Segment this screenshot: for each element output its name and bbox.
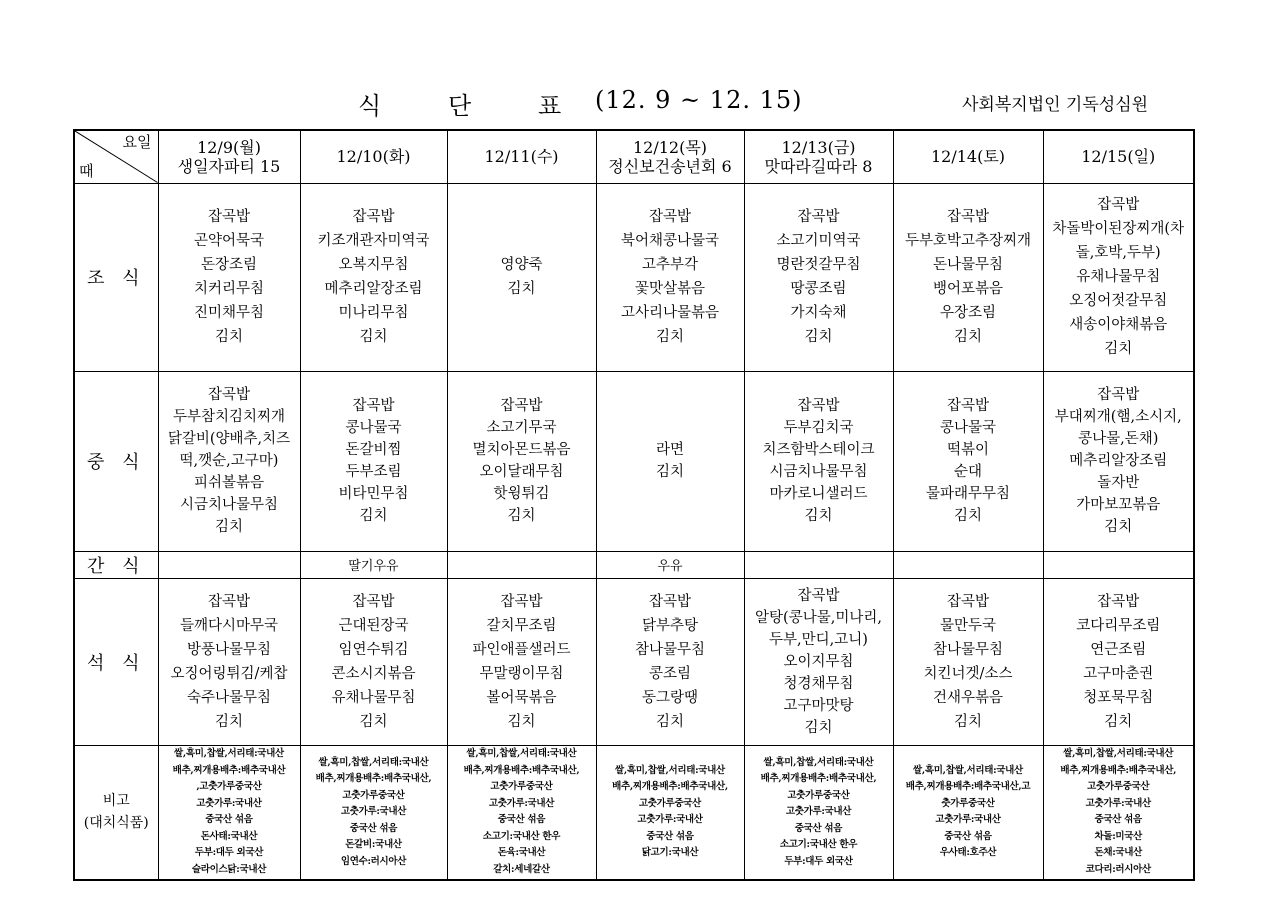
menu-cell [447, 183, 596, 371]
menu-item: 소고기무국 [486, 420, 557, 436]
menu-item: 김치 [214, 329, 243, 345]
day-event: 정신보건송년회 6 [608, 156, 732, 176]
menu-item: 잡곡밥 [352, 209, 395, 225]
title-char: 표 [538, 92, 563, 120]
menu-item: 유채나물무침 [1076, 269, 1161, 285]
menu-item: 김치 [1104, 519, 1133, 535]
menu-item: 소고기미역국 [776, 233, 861, 249]
day-date: 12/15(일) [1081, 147, 1156, 167]
menu-item: 고사리나물볶음 [620, 305, 720, 321]
menu-item: 코다리무조림 [1076, 617, 1161, 634]
notes-label-line: (대치식품) [83, 815, 149, 832]
menu-item: 김치 [507, 508, 536, 524]
day-header [158, 130, 300, 183]
day-event: 맛따라길따라 8 [764, 156, 873, 176]
menu-item: 땅콩조림 [790, 281, 847, 297]
menu-item: 물파래무무침 [925, 486, 1011, 502]
menu-item: 참나물무침 [634, 641, 706, 658]
menu-item: 뱅어포볶음 [932, 281, 1004, 297]
menu-item: 닭부추탕 [641, 617, 699, 634]
menu-item: 떡볶이 [946, 442, 990, 458]
menu-item: 청포묵무침 [1083, 689, 1154, 706]
day-event: 생일자파티 15 [177, 156, 281, 176]
menu-cell [596, 371, 744, 551]
menu-item: 고춧가루:국내산 [340, 806, 407, 817]
menu-item: 중국산 섞음 [349, 822, 398, 834]
menu-item: 소고기:국내산 한우 [779, 839, 858, 850]
menu-cell [744, 371, 893, 551]
menu-item: 북어채콩나물국 [620, 233, 720, 249]
menu-item: 잡곡밥 [797, 398, 840, 414]
menu-item: 고춧가루중국산 [342, 789, 405, 801]
day-header [893, 130, 1043, 183]
notes-label [74, 745, 158, 880]
menu-item: 슬라이스닭:국내산 [191, 863, 267, 875]
menu-item: 김치 [507, 281, 536, 297]
menu-item: 김치 [655, 713, 684, 730]
menu-item: 돈나물무침 [932, 257, 1004, 273]
menu-item: 돈사태:국내산 [200, 830, 258, 842]
menu-item: 알탕(콩나물,미나리, [755, 609, 882, 626]
menu-item: 고춧가루:국내산 [637, 814, 703, 826]
menu-item: 꽃맛살볶음 [634, 281, 706, 297]
menu-item: 돈갈비:국내산 [345, 839, 402, 850]
menu-item: 배추,찌개용배추:배추국내산, [760, 773, 877, 784]
menu-item: 고구마맛탕 [783, 697, 854, 714]
menu-item: 김치 [214, 519, 243, 535]
menu-item: 김치 [359, 713, 388, 730]
menu-item: 파인애플샐러드 [472, 641, 571, 658]
menu-cell [447, 578, 596, 745]
snack-cell [744, 551, 893, 578]
menu-cell [1043, 371, 1194, 551]
menu-item: 김치 [1104, 713, 1133, 730]
menu-cell [158, 578, 300, 745]
menu-item: 잡곡밥 [946, 593, 990, 610]
menu-item: 김치 [655, 329, 684, 345]
menu-item: 떡,깻순,고구마) [179, 453, 279, 469]
menu-item: 연근조림 [1090, 641, 1147, 658]
menu-item: 고춧가루:국내산 [1085, 797, 1151, 809]
menu-item: 치커리무침 [193, 281, 265, 297]
menu-item: 오징어링튀김/케찹 [170, 665, 288, 682]
meal-label-breakfast: 조 식 [74, 183, 158, 371]
menu-item: 마카로니샐러드 [769, 486, 868, 502]
day-header [1043, 130, 1194, 183]
menu-item: 쌀,흑미,찹쌀,서리태:국내산 [174, 748, 284, 760]
snack-cell: 우유 [596, 551, 744, 578]
menu-item: 잡곡밥 [1097, 593, 1140, 610]
menu-item: 참나물무침 [932, 641, 1004, 658]
menu-item: 돌자반 [1097, 475, 1140, 491]
notes-label-line: 비고 [102, 793, 130, 810]
menu-item: 곤약어묵국 [193, 233, 265, 249]
menu-item: 잡곡밥 [946, 398, 990, 414]
menu-item: 고춧가루:국내산 [935, 814, 1001, 826]
origin-note-cell [1043, 745, 1194, 880]
menu-item: 중국산 섞음 [205, 814, 253, 826]
menu-item: 김치 [359, 508, 388, 524]
menu-item: 라면 [655, 442, 684, 458]
menu-item: 피쉬볼볶음 [193, 475, 265, 491]
menu-item: 춧가루중국산 [941, 797, 995, 809]
title-char: 식 [358, 92, 383, 120]
menu-item: 돈육:국내산 [497, 847, 546, 859]
menu-item: 진미채무침 [193, 305, 265, 321]
menu-item: 쌀,흑미,찹쌀,서리태:국내산 [1063, 748, 1174, 760]
menu-item: 임연수:러시아산 [340, 855, 407, 867]
day-date: 12/10(화) [336, 147, 411, 167]
menu-item: 잡곡밥 [1097, 387, 1140, 403]
menu-item: 영양죽 [500, 257, 543, 273]
dinner-row [74, 578, 1194, 745]
menu-item: 고춧가루:국내산 [785, 806, 852, 817]
menu-item: 김치 [953, 508, 982, 524]
menu-item: 쌀,흑미,찹쌀,서리태:국내산 [615, 764, 725, 776]
origin-note-cell [447, 745, 596, 880]
menu-item: 중국산 섞음 [646, 830, 694, 842]
meal-label-lunch: 중 식 [74, 371, 158, 551]
menu-item: 소고기:국내산 한우 [482, 830, 561, 842]
menu-item: 고춧가루중국산 [490, 781, 553, 793]
page-title [340, 86, 860, 120]
menu-item: 김치 [804, 719, 833, 736]
meal-label-snack: 간 식 [74, 551, 158, 578]
menu-item: 명란젓갈무침 [776, 257, 861, 273]
menu-item: 메추리알장조림 [1069, 453, 1168, 469]
menu-item: 두부,만디,고니) [769, 631, 868, 648]
menu-cell [300, 371, 447, 551]
menu-item: 우사태:호주산 [939, 847, 997, 859]
menu-item: 배추,찌개용배추:배추국내산, [315, 773, 432, 784]
menu-item: 멸치아몬드볶음 [472, 442, 571, 458]
menu-item: 시금치나물무침 [769, 464, 868, 480]
menu-item: 잡곡밥 [207, 593, 251, 610]
organization-name: 사회복지법인 기독성심원 [962, 95, 1149, 115]
menu-item: 고추부각 [641, 257, 699, 273]
menu-item: 잡곡밥 [352, 593, 395, 610]
menu-item: 순대 [953, 464, 982, 480]
menu-item: 닭고기:국내산 [641, 847, 699, 859]
menu-item: 돈장조림 [200, 257, 258, 273]
menu-item: 김치 [655, 464, 684, 480]
menu-item: 핫윙튀김 [493, 486, 550, 502]
menu-item: 고구마춘권 [1083, 665, 1154, 682]
header-row [74, 130, 1194, 183]
menu-cell [158, 183, 300, 371]
menu-item: 갈치무조림 [486, 617, 557, 634]
menu-item: 고춧가루중국산 [1087, 781, 1150, 793]
origin-note-cell [300, 745, 447, 880]
corner-cell [74, 130, 158, 183]
menu-item: 두부김치국 [783, 420, 854, 436]
notes-row [74, 745, 1194, 880]
menu-item: 차돌박이된장찌개(차 [1052, 221, 1185, 237]
corner-label-meal: 때 [79, 161, 94, 180]
menu-item: 들깨다시마무국 [179, 617, 279, 634]
menu-item: 잡곡밥 [797, 587, 840, 604]
menu-cell [893, 371, 1043, 551]
lunch-row [74, 371, 1194, 551]
menu-item: 갈치:세네갈산 [493, 863, 550, 875]
title-char: 단 [448, 92, 473, 120]
origin-note-cell [893, 745, 1043, 880]
menu-cell [596, 578, 744, 745]
menu-item: 배추,찌개용배추:배추국내산, [1060, 764, 1177, 776]
menu-item: 동그랑땡 [641, 689, 699, 706]
menu-item: 숙주나물무침 [186, 689, 272, 706]
day-header [447, 130, 596, 183]
menu-item: 돌,호박,두부) [1075, 245, 1161, 261]
day-date: 12/14(토) [930, 147, 1006, 167]
menu-item: 잡곡밥 [207, 209, 251, 225]
menu-item: 김치 [359, 329, 388, 345]
menu-item: 부대찌개(햄,소시지, [1054, 409, 1182, 425]
menu-item: 건새우볶음 [932, 689, 1004, 706]
day-header [300, 130, 447, 183]
menu-item: 우장조림 [939, 305, 997, 321]
menu-item: 배추,찌개용배추:배추국내산, [463, 764, 580, 776]
menu-item: 잡곡밥 [946, 209, 990, 225]
menu-item: 김치 [804, 329, 833, 345]
menu-item: 임연수튀김 [338, 641, 409, 658]
menu-item: 중국산 섞음 [944, 830, 992, 842]
menu-item: 치즈함박스테이크 [762, 442, 875, 458]
menu-item: 배추,찌개용배추:배추국내산,고 [905, 781, 1031, 793]
menu-cell [300, 183, 447, 371]
menu-cell [1043, 183, 1194, 371]
menu-item: 쌀,흑미,찹쌀,서리태:국내산 [318, 756, 429, 768]
menu-item: 두부:대두 외국산 [194, 847, 264, 859]
menu-item: 잡곡밥 [648, 593, 692, 610]
day-date: 12/9(월) [197, 137, 261, 157]
menu-item: 두부:대두 외국산 [784, 855, 853, 867]
menu-cell [158, 371, 300, 551]
menu-item: 콩조림 [648, 665, 692, 682]
menu-item: 고춧가루:국내산 [196, 797, 262, 809]
menu-item: 김치 [953, 329, 982, 345]
menu-item: 잡곡밥 [1097, 197, 1140, 213]
menu-item: 시금치나물무침 [179, 497, 279, 513]
menu-item: 오복지무침 [338, 257, 409, 273]
snack-cell [158, 551, 300, 578]
snack-cell [1043, 551, 1194, 578]
menu-item: 두부조림 [345, 464, 402, 480]
menu-item: 키조개관자미역국 [317, 233, 430, 249]
menu-item: 돈채:국내산 [1094, 847, 1143, 859]
menu-item: 중국산 섞음 [794, 822, 843, 834]
menu-item: 유채나물무침 [331, 689, 416, 706]
snack-cell [447, 551, 596, 578]
menu-item: 미나리무침 [338, 305, 409, 321]
menu-item: 김치 [507, 713, 536, 730]
menu-item: 두부호박고추장찌개 [904, 233, 1032, 249]
menu-item: 잡곡밥 [500, 593, 543, 610]
snack-row [74, 551, 1194, 578]
menu-item: 차돌:미국산 [1094, 830, 1143, 842]
menu-item: 오이달래무침 [479, 464, 564, 480]
menu-cell [300, 578, 447, 745]
menu-item: 물만두국 [939, 617, 997, 634]
menu-item: 콩나물국 [939, 420, 997, 436]
menu-item: 청경채무침 [783, 675, 854, 692]
menu-item: 가지숙채 [790, 305, 847, 321]
menu-item: 잡곡밥 [207, 387, 251, 403]
menu-item: 돈갈비찜 [345, 442, 402, 458]
menu-item: 잡곡밥 [648, 209, 692, 225]
menu-item: 김치 [804, 508, 833, 524]
menu-cell [596, 183, 744, 371]
menu-cell [744, 578, 893, 745]
menu-item: 가마보꼬볶음 [1076, 497, 1161, 513]
corner-label-day: 요일 [122, 133, 152, 151]
day-header [744, 130, 893, 183]
menu-item: 김치 [214, 713, 243, 730]
menu-item: 고춧가루중국산 [787, 789, 850, 801]
menu-item: 쌀,흑미,찹쌀,서리태:국내산 [763, 756, 874, 768]
menu-item: 배추,찌개용배추:배추국내산 [172, 764, 286, 776]
menu-item: 콘소시지볶음 [331, 665, 416, 682]
breakfast-row [74, 183, 1194, 371]
menu-item: 콩나물국 [345, 420, 402, 436]
origin-note-cell [158, 745, 300, 880]
menu-item: 근대된장국 [338, 617, 409, 634]
menu-item: 비타민무침 [338, 486, 409, 502]
menu-item: 쌀,흑미,찹쌀,서리태:국내산 [913, 764, 1023, 776]
menu-item: 무말랭이무침 [479, 665, 564, 682]
menu-item: 오징어젓갈무침 [1069, 293, 1168, 309]
meal-label-dinner: 석 식 [74, 578, 158, 745]
day-date: 12/12(목) [632, 137, 708, 157]
menu-item: ,고춧가루중국산 [196, 781, 262, 793]
meal-plan-table [73, 129, 1195, 881]
menu-item: 닭갈비(양배추,치즈 [167, 431, 291, 447]
menu-item: 콩나물,돈채) [1078, 431, 1159, 447]
menu-cell [893, 183, 1043, 371]
day-header [596, 130, 744, 183]
origin-note-cell [596, 745, 744, 880]
menu-item: 새송이야채볶음 [1069, 317, 1168, 333]
menu-item: 중국산 섞음 [1094, 814, 1142, 826]
origin-note-cell [744, 745, 893, 880]
menu-item: 잡곡밥 [797, 209, 840, 225]
menu-item: 치킨너겟/소스 [923, 665, 1013, 682]
snack-cell: 딸기우유 [300, 551, 447, 578]
menu-item: 오이지무침 [783, 653, 854, 670]
menu-item: 김치 [1104, 341, 1133, 357]
menu-item: 배추,찌개용배추:배추국내산, [612, 781, 728, 793]
menu-item: 중국산 섞음 [497, 814, 546, 826]
snack-cell [893, 551, 1043, 578]
menu-item: 코다리:러시아산 [1085, 863, 1151, 875]
menu-item: 쌀,흑미,찹쌀,서리태:국내산 [466, 748, 577, 760]
menu-item: 잡곡밥 [500, 398, 543, 414]
title-date-range: (12. 9 ~ 12. 15) [595, 86, 803, 114]
menu-item: 메추리알장조림 [324, 281, 423, 297]
menu-cell [1043, 578, 1194, 745]
menu-cell [447, 371, 596, 551]
menu-item: 두부참치김치찌개 [172, 409, 286, 425]
menu-cell [744, 183, 893, 371]
day-date: 12/13(금) [781, 137, 856, 157]
menu-cell [893, 578, 1043, 745]
menu-item: 방풍나물무침 [186, 641, 272, 658]
menu-item: 고춧가루중국산 [638, 797, 702, 809]
day-date: 12/11(수) [484, 147, 559, 167]
menu-item: 김치 [953, 713, 982, 730]
menu-item: 잡곡밥 [352, 398, 395, 414]
menu-item: 볼어묵볶음 [486, 689, 557, 706]
menu-item: 고춧가루:국내산 [488, 797, 555, 809]
